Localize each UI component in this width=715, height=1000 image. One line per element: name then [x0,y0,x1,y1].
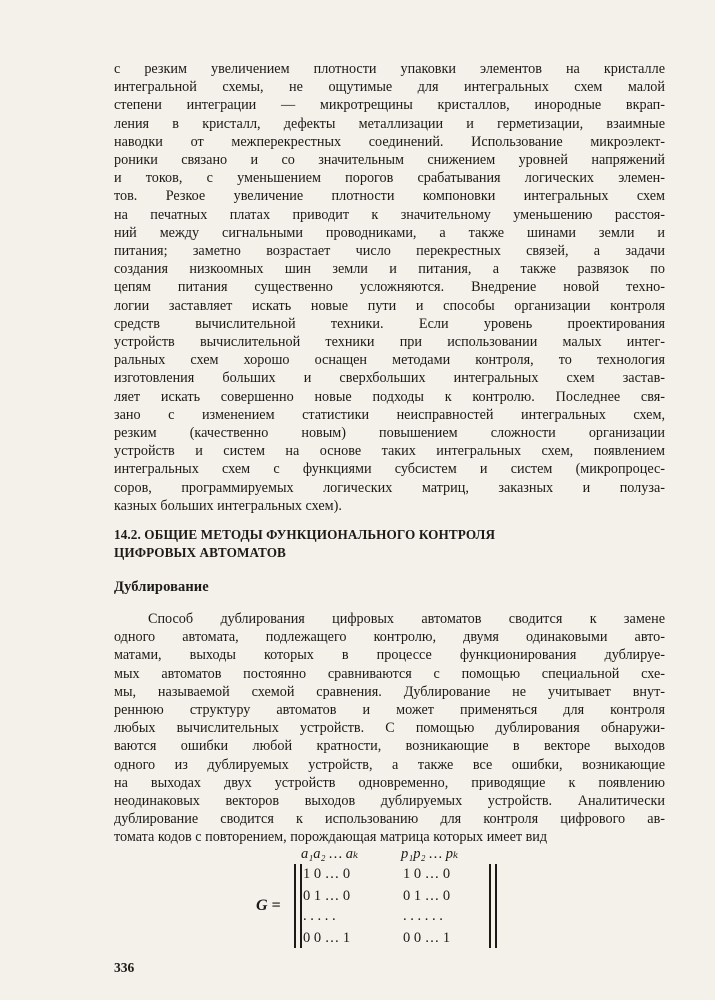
matrix-cell: . . . . . [303,908,336,924]
text-line: любых вычислительных устройств. С помощью дублирования обнаружи- [114,720,665,737]
text-line: дублирование сводится к использованию для контроля цифрового ав- [114,811,665,828]
matrix-cell: 0 1 … 0 [303,888,351,904]
text-line: соров, программируемых логических матриц, заказных и полуза- [114,479,665,496]
text-line: неодинаковых векторов выходов дублируемых устройств. Аналитически [114,793,665,810]
matrix-cell: 0 0 … 1 [403,930,451,946]
text-line: питания; заметно возрастает число перекрестных связей, а задачи [114,243,665,260]
text-line: логии заставляет искать новые пути и способы организации контроля [114,297,665,314]
text-line: реннюю структуру автоматов и может применяться для контроля [114,702,665,719]
text-line: мых автоматов постоянно сравниваются с помощью специальной схе- [114,665,665,682]
matrix-row [303,866,451,883]
matrix-row [303,888,451,905]
text-line: цепям питания существенно усложняются. Внедрение новой техно- [114,279,665,296]
matrix-left-bracket [294,864,302,948]
page-number: 336 [114,960,135,975]
text-line: матами, выходы которых в процессе функционирования дублируе- [114,647,665,664]
text-line: средств вычислительной техники. Если уровень проектирования [114,315,665,332]
matrix-row [303,908,443,925]
matrix-cell: 1 0 … 0 [303,866,351,882]
section-heading [114,526,665,562]
text-line: устройств вычислительной техники при использовании малых интег- [114,334,665,351]
text-line: одного из дублируемых устройств, а также все ошибки, возникающие [114,756,665,773]
matrix-column-header [301,846,459,863]
matrix-cell: 0 1 … 0 [403,888,451,904]
matrix-cell: 1 0 … 0 [403,866,451,882]
matrix-cell: . . . . . . [403,908,443,924]
matrix-label: G = [256,897,281,914]
text-line: устройств и систем на основе таких интегральных схем, появлением [114,443,665,460]
text-line: ляет искать совершенно новые подходы к контролю. Последнее свя- [114,388,665,405]
text-line: ний между сигнальными проводниками, а также шинами земли и [114,224,665,241]
matrix-right-bracket [489,864,497,948]
text-line: изготовления больших и сверхбольших интегральных схем застав- [114,370,665,387]
paragraph-duplication [114,610,665,847]
text-line: с резким увеличением плотности упаковки элементов на кристалле [114,61,665,77]
section-heading-line: ЦИФРОВЫХ АВТОМАТОВ [114,545,286,560]
text-line: Способ дублирования цифровых автоматов сводится к замене [148,611,665,627]
text-line: на выходах двух устройств одновременно, приводящие к появлению [114,774,665,791]
subsection-heading: Дублирование [114,579,209,595]
text-line: и токов, с уменьшением порогов срабатывания логических элемен- [114,170,665,187]
text-line: интегральных схем с функциями субсистем и систем (микропроцес- [114,461,665,478]
text-line: на печатных платах приводит к значительному уменьшению расстоя- [114,206,665,223]
matrix-row [303,930,451,947]
text-line: резким (качественно новым) повышением сложности организации [114,425,665,442]
generator-matrix [256,846,506,950]
text-line: интегральной схемы, не ощутимые для интегральных схем малой [114,79,665,96]
text-line: ральных схем хорошо оснащен методами контроля, то технология [114,352,665,369]
text-line: томата кодов с повторением, порождающая матрица которых имеет вид [114,829,548,846]
text-line: казных больших интегральных схем). [114,497,342,514]
text-line: ления в кристалл, дефекты металлизации и герметизации, взаимные [114,115,665,132]
text-line: создания низкоомных шин земли и питания, а также развязок по [114,261,665,278]
text-line: зано с изменением статистики неисправностей интегральных схем, [114,406,665,423]
paragraph-intro [114,60,665,515]
text-line: роники связано и со значительным снижением уровней напряжений [114,152,665,169]
text-line: степени интеграции — микротрещины кристаллов, инородные вкрап- [114,97,665,114]
section-heading-line: 14.2. ОБЩИЕ МЕТОДЫ ФУНКЦИОНАЛЬНОГО КОНТРОЛЯ [114,527,496,542]
matrix-cell: 0 0 … 1 [303,930,351,946]
text-line: ваются ошибки любой кратности, возникающие в векторе выходов [114,738,665,755]
matrix-header-check: p₁p₂ … pₖ [401,846,459,862]
text-line: тов. Резкое увеличение плотности компоновки интегральных схем [114,188,665,205]
text-line: мы, называемой схемой сравнения. Дублирование не учитывает внут- [114,683,665,700]
matrix-header-info: a₁a₂ … aₖ [301,846,359,862]
text-line: одного автомата, подлежащего контролю, двумя одинаковыми авто- [114,629,665,646]
text-line: наводки от межперекрестных соединений. Использование микроэлект- [114,133,665,150]
